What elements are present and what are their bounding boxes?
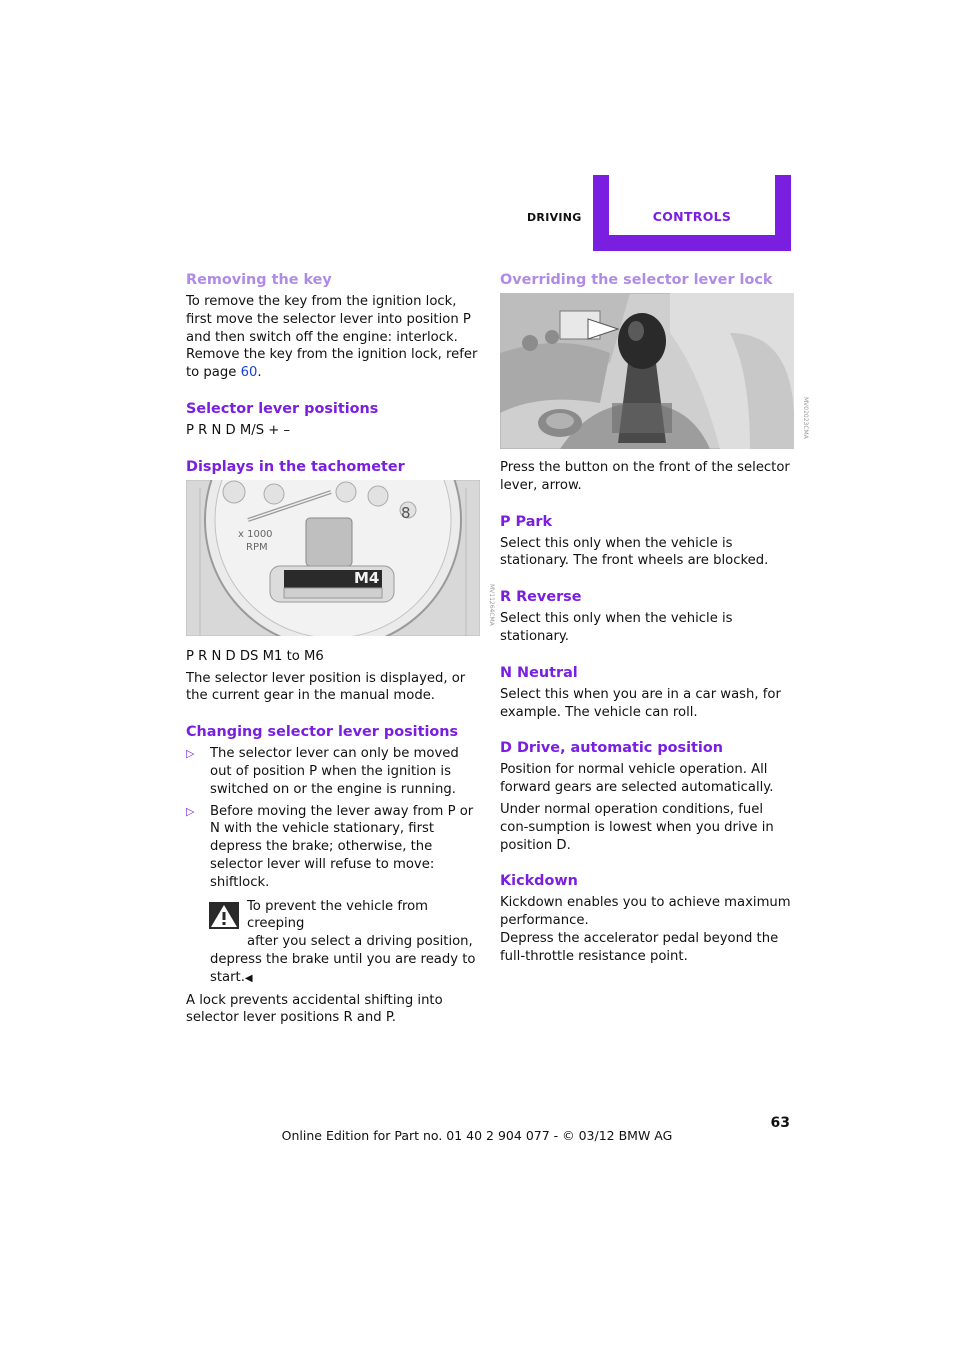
heading-removing-key: Removing the key xyxy=(186,272,332,288)
edition-footer: Online Edition for Part no. 01 40 2 904 077 - © 03/12 BMW AG xyxy=(281,1128,673,1143)
left-column xyxy=(186,271,495,1031)
heading-tachometer: Displays in the tachometer xyxy=(186,458,405,475)
bullet-triangle-icon: ▷ xyxy=(186,804,195,818)
kickdown-text-2: Depress the accelerator pedal beyond the full-throttle resistance point. xyxy=(500,930,779,964)
section-label[interactable]: DRIVING xyxy=(527,211,582,224)
drive-text-1: Position for normal vehicle operation. All forward gears are selected automatically. xyxy=(500,762,774,796)
tachometer-text: The selector lever position is displayed, or the current gear in the manual mode. xyxy=(186,670,466,704)
selector-lever-figure xyxy=(500,293,809,449)
heading-neutral: N Neutral xyxy=(500,664,578,681)
bullet-triangle-icon: ▷ xyxy=(186,747,195,761)
heading-drive: D Drive, automatic position xyxy=(500,740,723,757)
lock-text: A lock prevents accidental shifting into selector lever positions R and P. xyxy=(186,992,443,1026)
tachometer-caption: P R N D DS M1 to M6 xyxy=(186,648,324,664)
chapter-tab-inner xyxy=(609,175,775,235)
figure-code-tachometer: MV11264CMA xyxy=(487,583,495,626)
heading-reverse: R Reverse xyxy=(500,589,582,606)
gauge-label-rpm: RPM xyxy=(246,541,268,553)
warning-line-2: after you select a driving position, xyxy=(247,934,473,950)
heading-park: P Park xyxy=(500,513,553,530)
heading-changing-positions: Changing selector lever positions xyxy=(186,724,459,741)
warning-icon xyxy=(209,902,239,929)
warning-line-1: To prevent the vehicle from creeping xyxy=(247,898,429,932)
tachometer-illustration xyxy=(186,480,480,636)
chapter-label[interactable]: CONTROLS xyxy=(652,209,732,224)
park-text: Select this only when the vehicle is stationary. The front wheels are blocked. xyxy=(500,535,769,569)
neutral-text: Select this when you are in a car wash, for example. The vehicle can roll. xyxy=(500,686,781,720)
reverse-text: Select this only when the vehicle is stationary. xyxy=(500,611,733,644)
bullet-item: ▷ Before moving the lever away from P or N with the vehicle stationary, first depress the brake; otherwise, the selector lever will refuse to move: shiftlock. xyxy=(186,803,474,890)
gauge-display-gear: M4 xyxy=(354,568,380,587)
gauge-label-x1000: x 1000 xyxy=(238,528,273,540)
gauge-number: 8 xyxy=(401,503,411,522)
bullet-item: ▷ The selector lever can only be moved out of position P when the ignition is switched on or the engine is running. xyxy=(186,746,459,797)
removing-key-text: To remove the key from the ignition lock, first move the selector lever into position P and then switch off the engine: interlock. Remove the key from the ignition lock, refer to page 60. xyxy=(186,294,478,381)
end-mark-icon: ◀ xyxy=(244,972,253,984)
warning-note xyxy=(186,898,478,988)
selector-lever-illustration xyxy=(500,293,794,449)
heading-selector-positions: Selector lever positions xyxy=(186,400,379,417)
drive-text-2: Under normal operation conditions, fuel con-sumption is lowest when you drive in position D. xyxy=(500,801,774,853)
selector-positions-text: P R N D M/S + – xyxy=(186,422,291,438)
page-number: 63 xyxy=(770,1115,790,1131)
tachometer-figure xyxy=(186,480,495,638)
overriding-text: Press the button on the front of the selector lever, arrow. xyxy=(500,460,790,493)
figure-code-selector: MV02023CMA xyxy=(801,397,809,439)
heading-kickdown: Kickdown xyxy=(500,873,578,890)
page-link-60[interactable]: 60 xyxy=(240,365,258,381)
warning-rest: depress the brake until you are ready to start.◀ xyxy=(210,951,476,985)
heading-overriding-lock: Overriding the selector lever lock xyxy=(500,272,773,288)
right-column xyxy=(500,271,809,970)
kickdown-text-1: Kickdown enables you to achieve maximum performance. xyxy=(500,895,791,929)
